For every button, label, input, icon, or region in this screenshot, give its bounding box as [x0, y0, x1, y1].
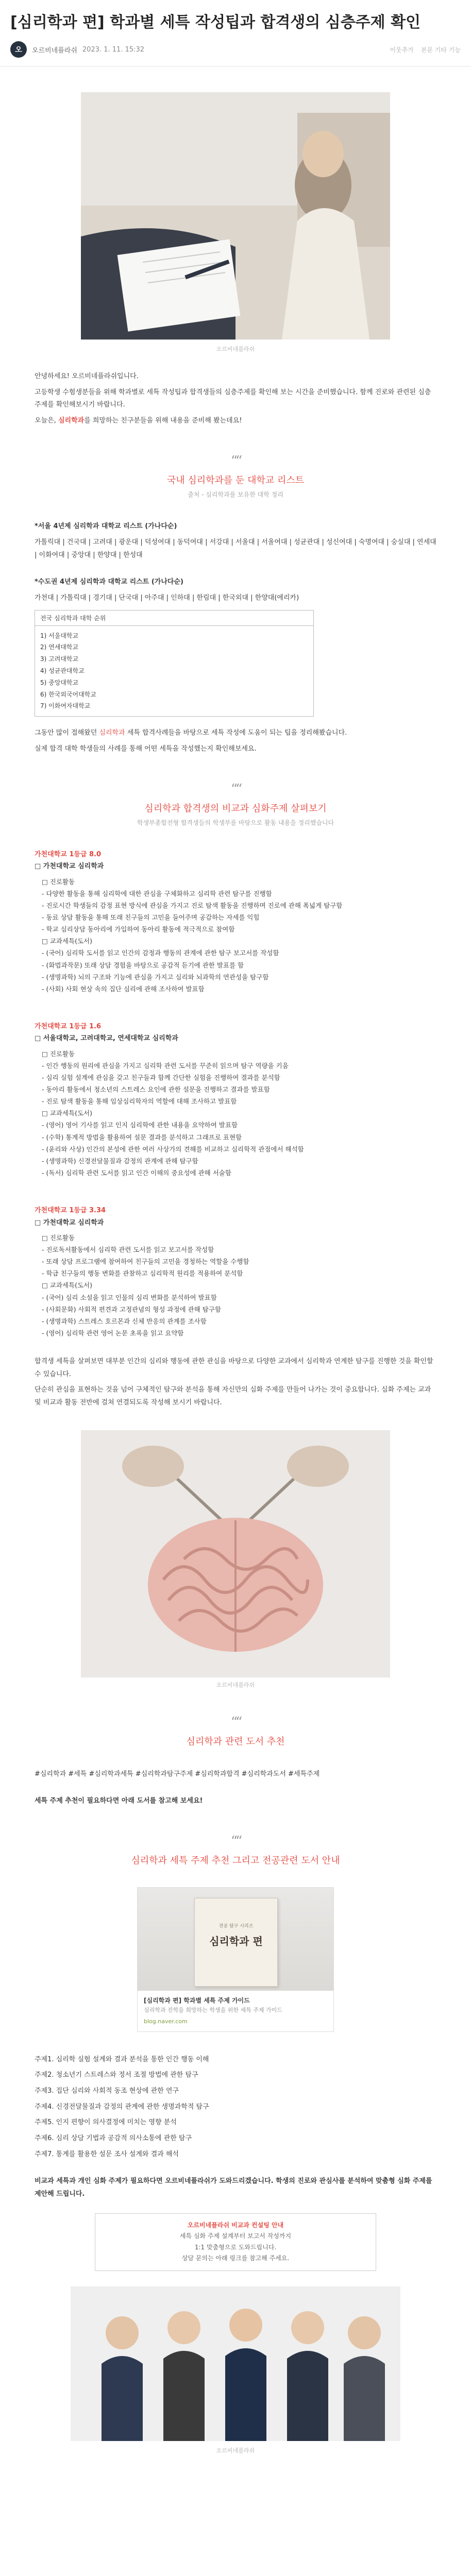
mid-highlight: 심리학과 — [99, 729, 125, 737]
quote-subtitle: 학생부종합전형 합격생들의 학생부를 바탕으로 활동 내용을 정리했습니다 — [137, 819, 334, 826]
link-card-title[interactable]: [심리학과 편] 학과별 세특 주제 가이드 — [144, 1997, 250, 2005]
book-cover — [194, 1898, 278, 1987]
notice-line: 상담 문의는 아래 링크를 참고해 주세요. — [181, 2255, 290, 2262]
seoul-univ-list: 가톨릭대 | 건국대 | 고려대 | 광운대 | 덕성여대 | 동덕여대 | 서강대 | 서울대 | 서울여대 | 성균관대 | 성신여대 | 숙명여대 | 숭실대 | 연세대 | 이화여대 | 중앙대 | 한양대 | 한성대 — [35, 538, 436, 559]
quote-title: 심리학과 세특 주제 추천 그리고 전공관련 도서 안내 — [131, 1855, 340, 1867]
mid-text: 세특 합격사례들을 바탕으로 세특 작성에 도움이 되는 팁을 정리해봤습니다. — [125, 729, 347, 737]
list-item: 6) 한국외국어대학교 — [40, 690, 96, 698]
intro-description: 고등학생 수험생분들을 위해 학과별로 세특 작성팁과 합격생들의 심층주제를 확인해 보는 시간을 준비했습니다. 함께 진로와 관련된 심층주제를 확인해보시기 바랍니다. — [35, 388, 431, 409]
brain-caption: 오르비네플라쉬 — [216, 1681, 255, 1688]
list-item: 2) 연세대학교 — [40, 643, 79, 651]
seoul-univ-label-text: *서울 4년제 심리학과 대학교 리스트 (가나다순) — [35, 522, 177, 531]
case-line: - (국어) 심리학 도서를 읽고 인간의 감정과 행동의 관계에 관한 탐구 보고서를 작성함 — [42, 949, 279, 957]
list-item: 7) 이화여자대학교 — [40, 702, 91, 710]
seoul-univ-label — [35, 520, 436, 533]
topic-item: 주제1. 심리학 실험 설계와 결과 분석을 통한 인간 행동 이해 — [35, 2055, 209, 2063]
link-card-url[interactable]: blog.naver.com — [144, 2018, 188, 2025]
list-item: 3) 고려대학교 — [40, 655, 79, 663]
spacer — [35, 1000, 436, 1011]
case-line: □ 진로활동 — [42, 877, 75, 886]
notice-line: 1:1 맞춤형으로 도와드립니다. — [194, 2243, 277, 2251]
quote-mark: ““ — [230, 781, 241, 797]
link-card-info — [138, 1991, 333, 2031]
summary-paragraph-2: 단순히 관심을 표현하는 것을 넘어 구체적인 탐구와 분석을 통해 자신만의 심화 주제를 만들어 나가는 것이 중요합니다. 심화 주제는 교과 및 비교과 활동 전반에 걸쳐 연결되도록 작성해 보시기 바랍니다. — [35, 1386, 431, 1407]
quote-title: 심리학과 합격생의 비교과 심화주제 살펴보기 — [144, 803, 327, 814]
hero-caption: 오르비네플라쉬 — [216, 346, 255, 352]
avatar[interactable]: 오 — [10, 41, 27, 58]
closing-paragraph: 비교과 세특과 개인 심화 주제가 필요하다면 오르비네플라쉬가 도와드리겠습니다. 학생의 진로와 관심사를 분석하여 맞춤형 심화 주제를 제안해 드립니다. — [35, 2177, 432, 2198]
spacer — [35, 2164, 436, 2175]
case-line: - 진로독서활동에서 심리학 관련 도서를 읽고 보고서를 작성함 — [42, 1246, 214, 1254]
case-line: - 동아리 활동에서 청소년의 스트레스 요인에 관한 설문을 진행하고 결과를 발표함 — [42, 1086, 270, 1094]
case-line: - 동료 상담 활동을 통해 또래 친구들의 고민을 들어주며 공감하는 자세를 익힘 — [42, 913, 260, 922]
case-subtitle: □ 가천대학교 심리학과 — [35, 1218, 104, 1227]
case-line: □ 교과세특(도서) — [42, 1109, 92, 1117]
spacer — [35, 1344, 436, 1355]
mid-text: 그동안 많이 접해왔던 — [35, 729, 99, 737]
case-line: - 진로시간 학생들의 감정 표현 방식에 관심을 가지고 진로 탐색 활동을 진행하며 진로에 관해 폭넓게 탐구함 — [42, 901, 343, 909]
book-cover-title: 심리학과 편 — [209, 1935, 263, 1948]
case-line: - 진로 탐색 활동을 통해 임상심리학자의 역할에 대해 조사하고 발표함 — [42, 1097, 237, 1106]
list-item: 4) 성균관대학교 — [40, 667, 85, 674]
case-section-3 — [35, 1205, 436, 1339]
case-line: - (영어) 심리학 관련 영어 논문 초록을 읽고 요약함 — [42, 1329, 184, 1337]
case-subtitle: □ 가천대학교 심리학과 — [35, 862, 104, 871]
case-line: - 학교 심리상담 동아리에 가입하여 동아리 활동에 적극적으로 참여함 — [42, 925, 235, 934]
ranking-box-header: 전국 심리학과 대학 순위 — [35, 611, 313, 626]
quote-mark: ““ — [230, 1714, 241, 1730]
case-title: 가천대학교 1등급 8.0 — [35, 850, 102, 858]
case-line: - (국어) 심리 소설을 읽고 인물의 심리 변화를 분석하여 발표함 — [42, 1293, 217, 1301]
intro-topic-post: 를 희망하는 친구분들을 위해 내용을 준비해 봤는데요! — [84, 417, 242, 425]
blog-name[interactable]: 오르비네플라쉬 — [32, 46, 77, 55]
case-section-2 — [35, 1021, 436, 1179]
case-line: □ 진로활동 — [42, 1049, 75, 1058]
post-date: 2023. 1. 11. 15:32 — [82, 45, 145, 54]
case-subtitle: □ 서울대학교, 고려대학교, 연세대학교 심리학과 — [35, 1035, 178, 1043]
post-title: [심리학과 편] 학과별 세특 작성팁과 합격생의 심층주제 확인 — [10, 13, 421, 31]
ranking-box — [35, 610, 314, 717]
quote-deep-topics — [35, 782, 436, 828]
hashtag-paragraph: #심리학과 #세특 #심리학과세특 #심리학과탐구주제 #심리학과합격 #심리학과도서 #세특주제 — [35, 1770, 320, 1778]
footer-spacer — [35, 2472, 436, 2503]
mid-paragraph-2: 실제 합격 대학 학생들의 사례를 통해 어떤 세특을 작성했는지 확인해보세요. — [35, 744, 257, 753]
author-info — [10, 41, 144, 58]
case-line: - 심리 실험 설계에 관심을 갖고 친구들과 함께 간단한 실험을 진행하여 결과를 분석함 — [42, 1073, 280, 1081]
case-title: 가천대학교 1등급 3.34 — [35, 1207, 106, 1215]
topic-item: 주제4. 신경전달물질과 감정의 관계에 관한 생명과학적 탐구 — [35, 2103, 209, 2111]
quote-book-recommend — [35, 1715, 436, 1748]
book-intro-line: 세특 주제 추천이 필요하다면 아래 도서를 참고해 보세요! — [35, 1797, 203, 1805]
case-line: - (사회문화) 사회적 편견과 고정관념의 형성 과정에 관해 탐구함 — [42, 1305, 221, 1313]
list-item: 5) 중앙대학교 — [40, 679, 79, 686]
link-card[interactable] — [137, 1887, 334, 2031]
spacer — [35, 2042, 436, 2054]
consulting-notice — [95, 2213, 376, 2271]
spacer — [35, 1784, 436, 1795]
quote-title: 심리학과 관련 도서 추천 — [186, 1736, 285, 1747]
ranking-box-body — [35, 626, 313, 717]
post-actions — [390, 45, 461, 54]
intro-topic-highlight: 심리학과 — [58, 417, 85, 425]
more-options-button[interactable]: 본문 기타 기능 — [420, 46, 461, 54]
topic-item: 주제3. 집단 심리와 사회적 동조 현상에 관한 연구 — [35, 2087, 179, 2095]
list-item: 1) 서울대학교 — [40, 632, 79, 639]
metro-univ-label — [35, 576, 436, 589]
add-neighbor-button[interactable]: 이웃추가 — [390, 46, 414, 54]
intro-topic-pre: 오늘은, — [35, 417, 58, 425]
notice-line: 세특 심화 주제 설계부터 보고서 작성까지 — [179, 2232, 292, 2240]
hero-image — [81, 92, 390, 340]
case-line: - 다양한 활동을 통해 심리학에 대한 관심을 구체화하고 심리학 관련 탐구를 진행함 — [42, 889, 272, 897]
topic-item: 주제2. 청소년기 스트레스와 정서 조절 방법에 관한 탐구 — [35, 2071, 198, 2079]
quote-subtitle: 출처 - 심리학과를 보유한 대학 정리 — [188, 490, 283, 498]
case-line: - (생명과학) 신경전달물질과 감정의 관계에 관해 탐구함 — [42, 1157, 198, 1165]
link-card-image — [138, 1888, 333, 1991]
case-line: - (생명과학) 스트레스 호르몬과 신체 반응의 관계를 조사함 — [42, 1317, 207, 1325]
case-line: - 또래 상담 프로그램에 참여하여 친구들의 고민을 경청하는 역할을 수행함 — [42, 1258, 249, 1266]
case-line: - 인간 행동의 원리에 관심을 가지고 심리학 관련 도서를 꾸준히 읽으며 탐구 역량을 키움 — [42, 1061, 289, 1070]
students-caption: 오르비네플라쉬 — [216, 2447, 255, 2454]
metro-univ-label-text: *수도권 4년제 심리학과 대학교 리스트 (가나다순) — [35, 578, 183, 586]
case-line: □ 진로활동 — [42, 1233, 75, 1242]
students-photo — [71, 2286, 400, 2441]
metro-univ-list: 가천대 | 가톨릭대 | 경기대 | 단국대 | 아주대 | 인하대 | 한림대 | 한국외대 | 한양대(에리카) — [35, 594, 299, 602]
topic-item: 주제6. 심리 상담 기법과 공감적 의사소통에 관한 탐구 — [35, 2134, 192, 2142]
intro-greeting: 안녕하세요! 오르비네플라쉬입니다. — [35, 372, 139, 380]
brain-knitting-illustration — [81, 1430, 390, 1677]
case-line: □ 교과세특(도서) — [42, 937, 92, 945]
case-section-1 — [35, 849, 436, 995]
topic-item: 주제5. 인지 편향이 의사결정에 미치는 영향 분석 — [35, 2119, 177, 2127]
post-meta — [0, 36, 471, 66]
brain-image — [81, 1430, 390, 1677]
quote-mark: ““ — [230, 1834, 241, 1850]
case-line: - (화법과작문) 또래 상담 경험을 바탕으로 공감적 듣기에 관한 발표를 함 — [42, 961, 244, 969]
mid-paragraph-1 — [35, 727, 436, 740]
intro-topic — [35, 415, 436, 428]
summary-paragraph-1: 합격생 세특을 살펴보면 대부분 인간의 심리와 행동에 관한 관심을 바탕으로 다양한 교과에서 심리학과 연계한 탐구를 진행한 것을 확인할 수 있습니다. — [35, 1358, 433, 1378]
case-line: - (윤리와 사상) 인간의 본성에 관한 여러 사상가의 견해를 비교하고 심리학적 관점에서 해석함 — [42, 1145, 304, 1153]
case-title: 가천대학교 1등급 1.6 — [35, 1022, 102, 1030]
case-line: - (독서) 심리학 관련 도서를 읽고 인간 이해의 중요성에 관해 서술함 — [42, 1168, 231, 1177]
quote-title: 국내 심리학과를 둔 대학교 리스트 — [166, 474, 305, 486]
case-line: - (생명과학) 뇌의 구조와 기능에 관심을 가지고 심리와 뇌과학의 연관성을 탐구함 — [42, 973, 269, 981]
notice-title: 오르비네플라쉬 비교과 컨설팅 안내 — [187, 2221, 284, 2229]
post-content — [35, 66, 436, 2503]
counseling-photo — [81, 92, 390, 340]
case-line: - (영어) 영어 기사를 읽고 인지 심리학에 관한 내용을 요약하여 발표함 — [42, 1121, 238, 1129]
case-line: - (수학) 통계적 방법을 활용하여 설문 결과를 분석하고 그래프로 표현함 — [42, 1133, 242, 1141]
case-line: □ 교과세특(도서) — [42, 1281, 92, 1290]
topic-item: 주제7. 통계를 활용한 설문 조사 설계와 결과 해석 — [35, 2150, 179, 2158]
spacer — [35, 565, 436, 576]
book-cover-subtitle: 전공 탐구 시리즈 — [218, 1924, 254, 1929]
quote-topic-recommend — [35, 1834, 436, 1867]
quote-mark: ““ — [230, 453, 241, 469]
students-image — [71, 2286, 400, 2441]
spacer — [35, 1184, 436, 1195]
link-card-description: 심리학과 진학을 희망하는 학생을 위한 세특 주제 가이드 — [144, 2007, 282, 2014]
case-line: - 학급 친구들의 행동 변화를 관찰하고 심리학적 원리를 적용하여 분석함 — [42, 1269, 243, 1278]
quote-university-list — [35, 453, 436, 500]
case-line: - (사회) 사회 현상 속의 집단 심리에 관해 조사하여 발표함 — [42, 985, 205, 993]
